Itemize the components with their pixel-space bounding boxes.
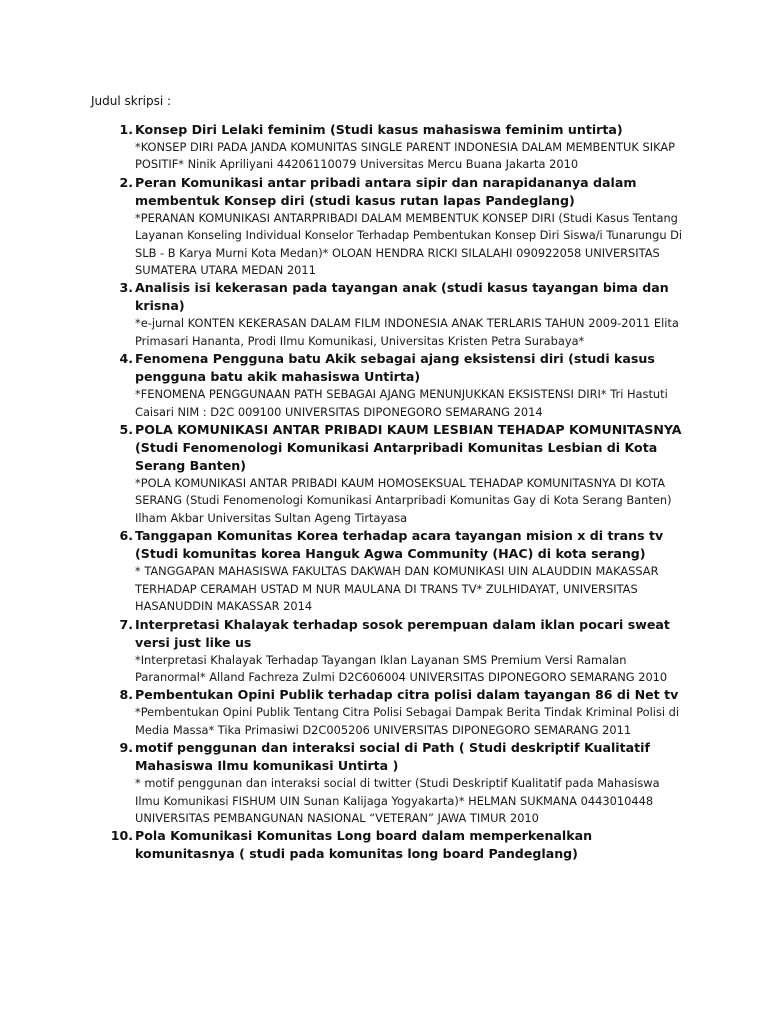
item-reference: *Pembentukan Opini Publik Tentang Citra Polisi Sebagai Dampak Berita Tindak Kriminal Polisi di Media Massa* Tika Primasiwi D2C005206 UNIVERSITAS DIPONEGORO SEMARANG 2011 [135,705,680,737]
document-heading: Judul skripsi : [91,94,172,108]
list-item [100,350,685,421]
list-item [100,739,685,827]
item-number: 8. [119,687,133,703]
list-item [100,121,685,174]
item-title: Pembentukan Opini Publik terhadap citra polisi dalam tayangan 86 di Net tv [135,687,679,703]
list-item [100,174,685,280]
item-reference: *POLA KOMUNIKASI ANTAR PRIBADI KAUM HOMOSEKSUAL TEHADAP KOMUNITASNYA DI KOTA SERANG (Studi Fenomenologi Komunikasi Antarpribadi Komunitas Gay di Kota Serang Banten) Ilham Akbar Universitas Sultan Ageng Tirtayasa [135,476,672,525]
thesis-title-list [100,121,685,863]
item-title: motif penggunan dan interaksi social di Path ( Studi deskriptif Kualitatif Mahasiswa Ilmu komunikasi Untirta ) [135,740,650,774]
item-number: 5. [119,422,133,438]
list-item [100,827,685,863]
item-reference: * motif penggunan dan interaksi social di twitter (Studi Deskriptif Kualitatif pada Mahasiswa Ilmu Komunikasi FISHUM UIN Sunan Kalijaga Yogyakarta)* HELMAN SUKMANA 0443010448 UNIVERSITAS PEMBANGUNAN NASIONAL “VETERAN” JAWA TIMUR 2010 [135,776,660,825]
item-reference: *PERANAN KOMUNIKASI ANTARPRIBADI DALAM MEMBENTUK KONSEP DIRI (Studi Kasus Tentang Layanan Konseling Individual Konselor Terhadap Pembentukan Konsep Diri Siswa/i Tunarungu Di SLB - B Karya Murni Kota Medan)* OLOAN HENDRA RICKI SILALAHI 090922058 UNIVERSITAS SUMATERA UTARA MEDAN 2011 [135,210,683,278]
item-title: Peran Komunikasi antar pribadi antara sipir dan narapidananya dalam membentuk Konsep diri (studi kasus rutan lapas Pandeglang) [135,174,637,208]
item-number: 4. [119,351,133,367]
item-title: Analisis isi kekerasan pada tayangan anak (studi kasus tayangan bima dan krisna) [135,280,669,314]
item-title: Konsep Diri Lelaki feminim (Studi kasus mahasiswa feminim untirta) [135,122,623,137]
item-title: Pola Komunikasi Komunitas Long board dalam memperkenalkan komunitasnya ( studi pada komunitas long board Pandeglang) [135,828,593,862]
item-title: POLA KOMUNIKASI ANTAR PRIBADI KAUM LESBIAN TEHADAP KOMUNITASNYA (Studi Fenomenologi Komunikasi Antarpribadi Komunitas Lesbian di Kota Serang Banten) [135,422,682,474]
item-number: 7. [119,616,133,632]
item-number: 9. [119,740,133,756]
item-reference: * TANGGAPAN MAHASISWA FAKULTAS DAKWAH DAN KOMUNIKASI UIN ALAUDDIN MAKASSAR TERHADAP CERAMAH USTAD M NUR MAULANA DI TRANS TV* ZULHIDAYAT, UNIVERSITAS HASANUDDIN MAKASSAR 2014 [135,564,659,614]
list-item [100,686,685,739]
item-title: Fenomena Pengguna batu Akik sebagai ajang eksistensi diri (studi kasus pengguna batu akik mahasiswa Untirta) [135,351,655,385]
item-number: 3. [119,280,133,296]
list-item [100,421,685,527]
item-title: Tanggapan Komunitas Korea terhadap acara tayangan mision x di trans tv (Studi komunitas korea Hanguk Agwa Community (HAC) di kota serang) [135,528,664,562]
item-number: 2. [119,174,133,190]
item-number: 10. [110,828,133,844]
item-reference: *e-jurnal KONTEN KEKERASAN DALAM FILM INDONESIA ANAK TERLARIS TAHUN 2009-2011 Elita Primasari Hananta, Prodi Ilmu Komunikasi, Universitas Kristen Petra Surabaya* [135,316,679,348]
item-reference: *KONSEP DIRI PADA JANDA KOMUNITAS SINGLE PARENT INDONESIA DALAM MEMBENTUK SIKAP POSITIF* Ninik Apriliyani 44206110079 Universitas Mercu Buana Jakarta 2010 [135,140,675,172]
list-item [100,279,685,350]
item-number: 6. [119,528,133,544]
item-number: 1. [119,122,133,137]
item-title: Interpretasi Khalayak terhadap sosok perempuan dalam iklan pocari sweat versi just like us [135,616,670,650]
list-item [100,527,685,615]
item-reference: *FENOMENA PENGGUNAAN PATH SEBAGAI AJANG MENUNJUKKAN EKSISTENSI DIRI* Tri Hastuti Caisari NIM : D2C 009100 UNIVERSITAS DIPONEGORO SEMARANG 2014 [135,387,668,419]
list-item [100,616,685,687]
item-reference: *Interpretasi Khalayak Terhadap Tayangan Iklan Layanan SMS Premium Versi Ramalan Paranormal* Alland Fachreza Zulmi D2C606004 UNIVERSITAS DIPONEGORO SEMARANG 2010 [135,652,668,684]
